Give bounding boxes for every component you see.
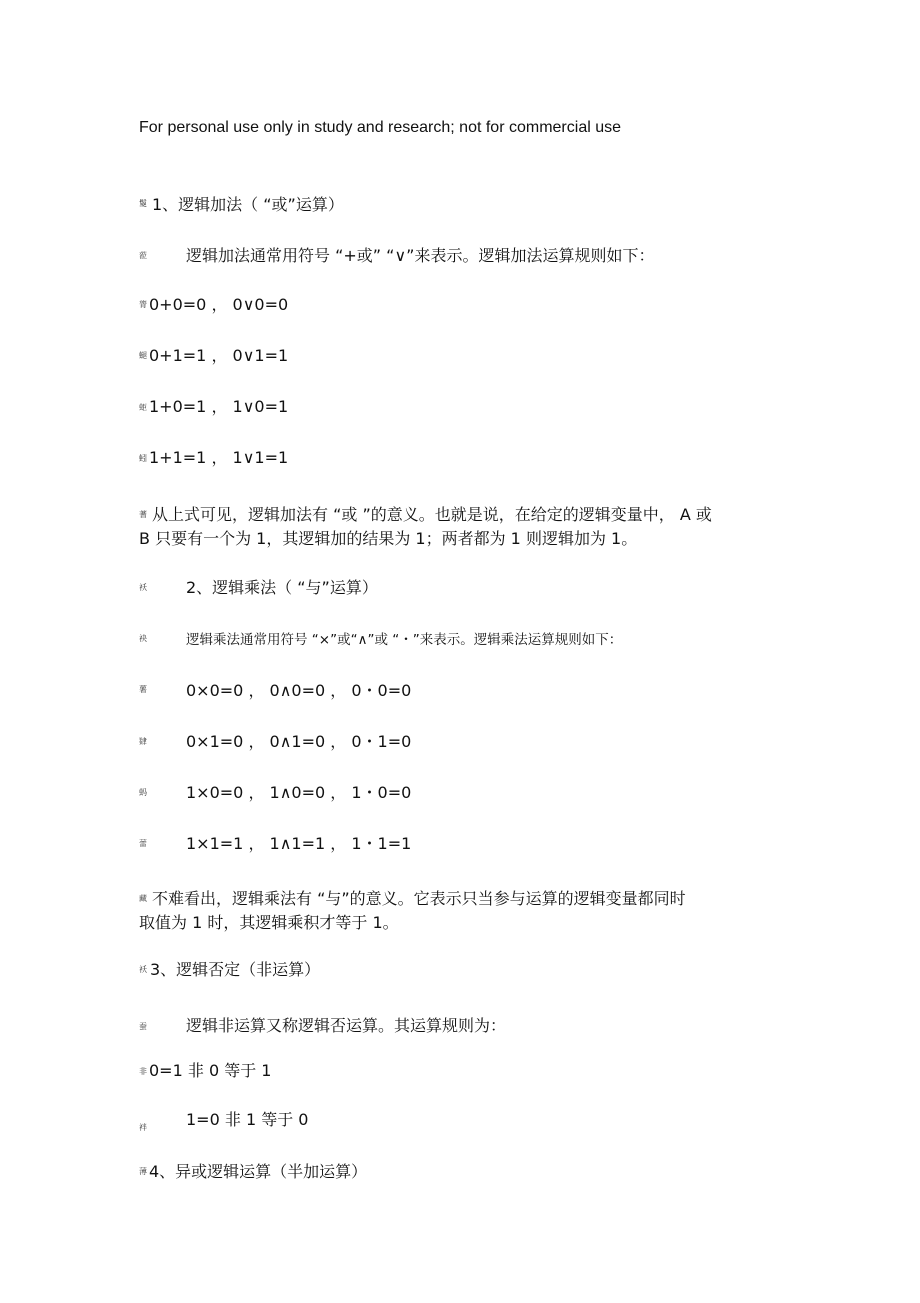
- paragraph-continuation: B 只要有一个为 1，其逻辑加的结果为 1；两者都为 1 则逻辑加为 1。: [139, 529, 638, 548]
- margin-mark: 非: [139, 1067, 147, 1076]
- margin-mark: 袄: [139, 583, 147, 592]
- margin-mark: 膂: [139, 300, 147, 309]
- margin-mark: 藏: [139, 894, 147, 903]
- rule-line: 1+1=1 ， 1∨1=1: [149, 448, 289, 467]
- margin-mark: 蓍: [139, 510, 147, 519]
- margin-mark: 鬉: [139, 199, 147, 208]
- rule-line: 0+0=0 ， 0∨0=0: [149, 295, 289, 314]
- rule-line: 1=0 非 1 等于 0: [186, 1110, 309, 1129]
- margin-mark: 蚷: [139, 403, 147, 412]
- margin-mark: 蚂: [139, 788, 147, 797]
- heading-xor: 4、异或逻辑运算（半加运算）: [149, 1162, 368, 1181]
- header-note: For personal use only in study and research; not for commercial use: [139, 119, 622, 136]
- paragraph: 逻辑非运算又称逻辑否运算。其运算规则为：: [186, 1016, 507, 1035]
- margin-mark: 袄: [139, 965, 147, 974]
- paragraph: 逻辑加法通常用符号 “+或” “∨”来表示。逻辑加法运算规则如下：: [186, 246, 655, 265]
- paragraph: 逻辑乘法通常用符号 “×”或“∧”或 “・”来表示。逻辑乘法运算规则如下：: [186, 632, 623, 648]
- margin-mark: 蕾: [139, 839, 147, 848]
- rule-line: 0×0=0 ， 0∧0=0 ， 0・0=0: [186, 681, 412, 700]
- rule-line: 1×0=0 ， 1∧0=0 ， 1・0=0: [186, 783, 412, 802]
- margin-mark: 薄: [139, 1167, 147, 1176]
- margin-mark: 薯: [139, 685, 147, 694]
- heading-or: 1、逻辑加法（ “或”运算）: [152, 195, 344, 214]
- margin-mark: 袂: [139, 634, 147, 643]
- heading-not: 3、逻辑否定（非运算）: [150, 960, 321, 979]
- margin-mark: 蚓: [139, 454, 147, 463]
- margin-mark: 蚕: [139, 1022, 147, 1031]
- margin-mark: 蒞: [139, 251, 147, 260]
- paragraph: 不难看出，逻辑乘法有 “与”的意义。它表示只当参与运算的逻辑变量都同时: [152, 889, 686, 908]
- margin-mark: 肄: [139, 737, 147, 746]
- rule-line: 0×1=0 ， 0∧1=0 ， 0・1=0: [186, 732, 412, 751]
- rule-line: 1×1=1 ， 1∧1=1 ， 1・1=1: [186, 834, 412, 853]
- heading-and: 2、逻辑乘法（ “与”运算）: [186, 578, 378, 597]
- margin-mark: 袢: [139, 1123, 147, 1132]
- rule-line: 1+0=1 ， 1∨0=1: [149, 397, 289, 416]
- paragraph-continuation: 取值为 1 时，其逻辑乘积才等于 1。: [139, 913, 399, 932]
- paragraph: 从上式可见，逻辑加法有 “或 ”的意义。也就是说，在给定的逻辑变量中， A 或: [152, 505, 712, 524]
- rule-line: 0=1 非 0 等于 1: [149, 1061, 272, 1080]
- margin-mark: 螁: [139, 351, 147, 360]
- rule-line: 0+1=1 ， 0∨1=1: [149, 346, 289, 365]
